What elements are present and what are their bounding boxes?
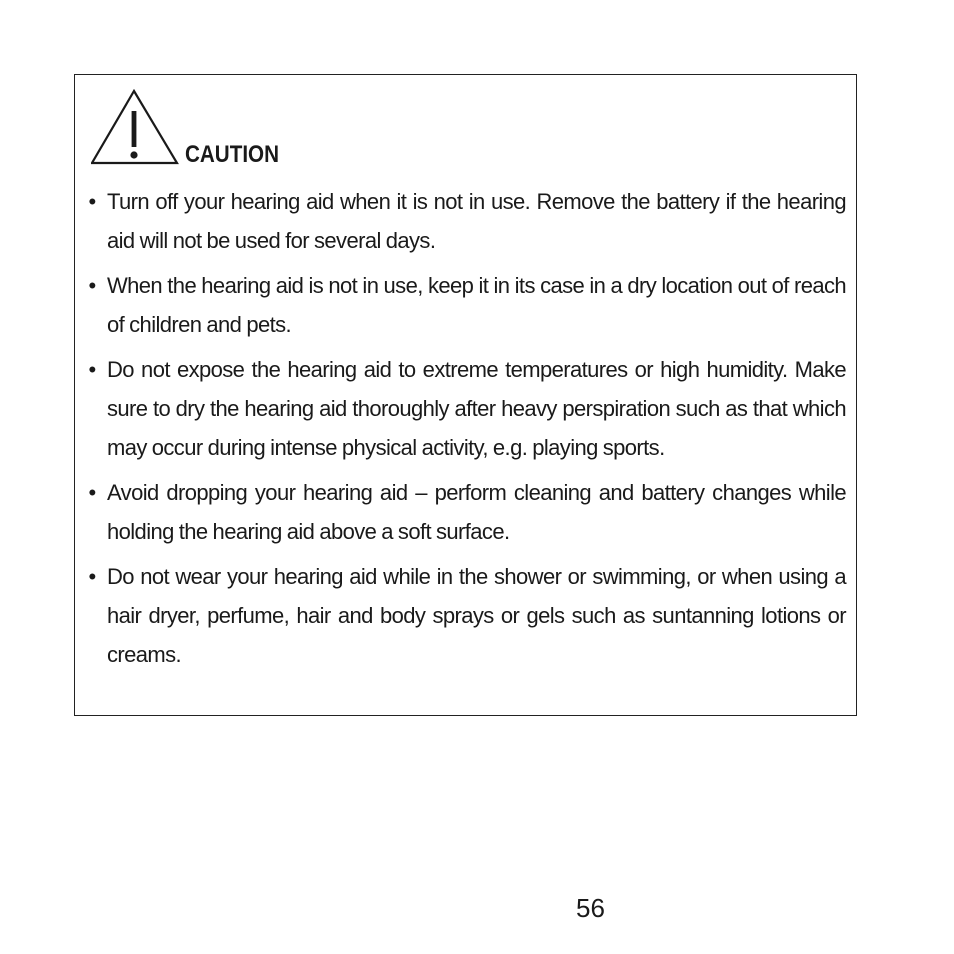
caution-title: CAUTION [185,141,280,168]
list-item [75,266,856,344]
bullet: • [88,480,96,505]
bullet: • [88,189,96,214]
item-text: Avoid dropping your hearing aid – perform cleaning and battery changes while holding the hearing aid above a soft surface. [107,480,846,544]
warning-triangle-icon [91,89,181,167]
item-text: Turn off your hearing aid when it is not in use. Remove the battery if the hearing aid will not be used for several days. [107,189,846,253]
list-item [75,350,856,467]
item-text: Do not wear your hearing aid while in the shower or swimming, or when using a hair dryer, perfume, hair and body sprays or gels such as suntanning lotions or creams. [107,564,846,667]
bullet: • [88,273,96,298]
list-item [75,182,856,260]
caution-box [74,74,857,716]
bullet: • [88,564,96,589]
page-number: 56 [576,893,605,923]
item-text: Do not expose the hearing aid to extreme temperatures or high humidity. Make sure to dry the hearing aid thoroughly after heavy perspiration such as that which may occur during intense physical activity, e.g. playing sports. [107,357,846,460]
bullet: • [88,357,96,382]
list-item [75,473,856,551]
list-item [75,557,856,674]
item-text: When the hearing aid is not in use, keep it in its case in a dry location out of reach of children and pets. [107,273,846,337]
caution-list [75,182,856,680]
